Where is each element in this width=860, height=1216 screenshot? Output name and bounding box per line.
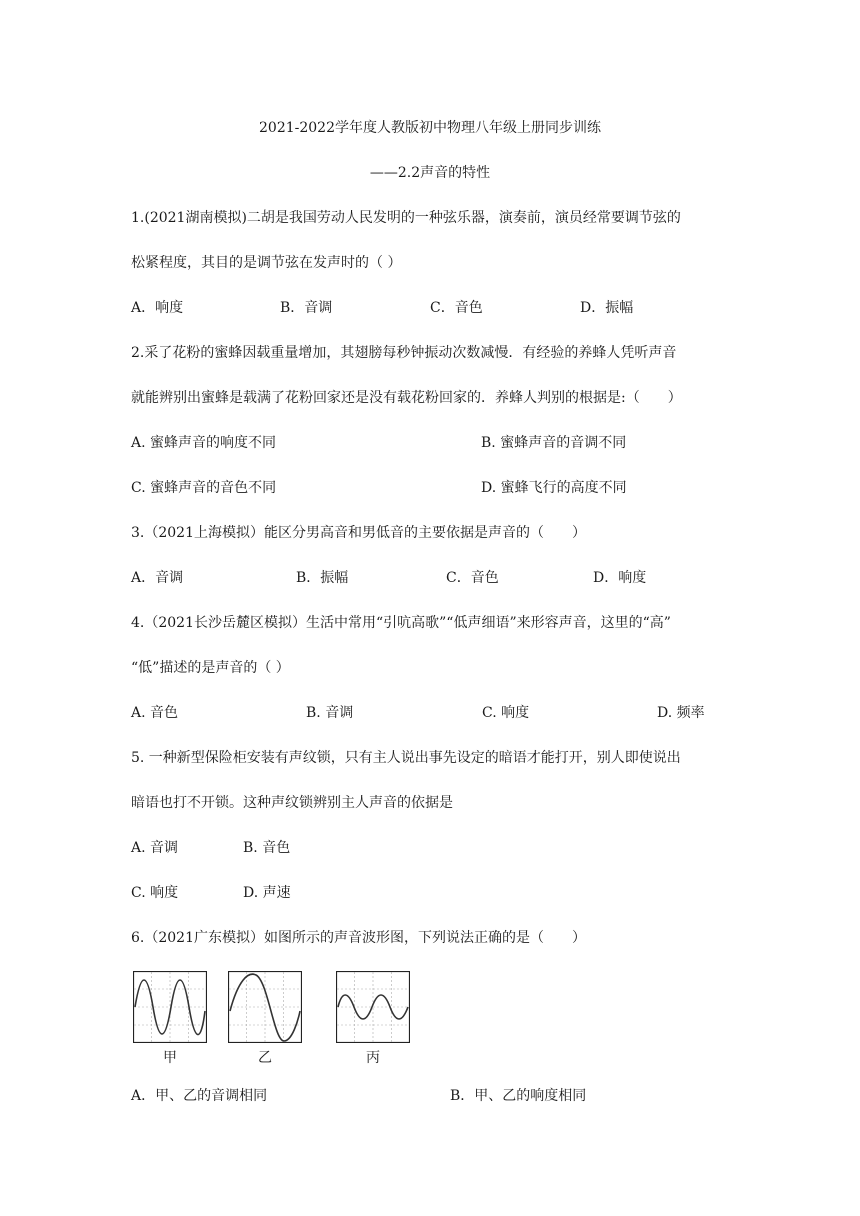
q1-option-c: C．音色	[430, 300, 483, 316]
question-2-text: 2.采了花粉的蜜蜂因载重量增加，其翅膀每秒钟振动次数减慢．有经验的养蜂人凭听声音	[131, 345, 677, 361]
page-subtitle: ——2.2声音的特性	[369, 165, 491, 181]
figure-label-jia: 甲	[163, 1050, 177, 1066]
page-title: 2021-2022学年度人教版初中物理八年级上册同步训练	[259, 120, 601, 136]
q1-option-a: A．响度	[131, 300, 184, 316]
q4-option-a: A. 音色	[131, 705, 179, 721]
q5-option-c: C. 响度	[131, 885, 179, 901]
figure-label-bing: 丙	[366, 1050, 380, 1066]
q4-option-b: B. 音调	[306, 705, 354, 721]
q5-option-a: A. 音调	[131, 840, 179, 856]
question-1-text-cont: 松紧程度，其目的是调节弦在发声时的（ ）	[131, 255, 402, 271]
question-4-text-cont: “低”描述的是声音的（ ）	[131, 660, 290, 676]
waveform-jia	[133, 971, 207, 1043]
question-2-text-cont: 就能辨别出蜜蜂是载满了花粉回家还是没有载花粉回家的．养蜂人判别的根据是:（ ）	[131, 390, 682, 406]
q3-option-c: C．音色	[446, 570, 499, 586]
question-4-text: 4.（2021长沙岳麓区模拟）生活中常用“引吭高歌”“低声细语”来形容声音，这里的“高”	[131, 615, 671, 631]
q5-option-b: B. 音色	[243, 840, 291, 856]
q6-option-a: A．甲、乙的音调相同	[131, 1088, 268, 1104]
q3-option-d: D．响度	[593, 570, 647, 586]
q4-option-d: D. 频率	[657, 705, 705, 721]
question-5-text-cont: 暗语也打不开锁。这种声纹锁辨别主人声音的依据是	[131, 795, 453, 811]
q3-option-b: B．振幅	[296, 570, 349, 586]
q2-option-a: A. 蜜蜂声音的响度不同	[131, 435, 277, 451]
q2-option-d: D. 蜜蜂飞行的高度不同	[481, 480, 627, 496]
q1-option-d: D．振幅	[580, 300, 634, 316]
waveform-yi	[228, 971, 302, 1043]
waveform-bing	[336, 971, 410, 1043]
q2-option-c: C. 蜜蜂声音的音色不同	[131, 480, 277, 496]
q4-option-c: C. 响度	[482, 705, 530, 721]
question-5-text: 5. 一种新型保险柜安装有声纹锁，只有主人说出事先设定的暗语才能打开，别人即使说出	[131, 750, 681, 766]
q1-option-b: B．音调	[280, 300, 333, 316]
figure-label-yi: 乙	[258, 1050, 272, 1066]
q3-option-a: A．音调	[131, 570, 184, 586]
question-6-text: 6.（2021广东模拟）如图所示的声音波形图，下列说法正确的是（ ）	[131, 930, 586, 946]
q6-option-b: B．甲、乙的响度相同	[450, 1088, 587, 1104]
q2-option-b: B. 蜜蜂声音的音调不同	[481, 435, 627, 451]
q5-option-d: D. 声速	[243, 885, 291, 901]
question-3-text: 3.（2021上海模拟）能区分男高音和男低音的主要依据是声音的（ ）	[131, 525, 586, 541]
question-1-text: 1.(2021湖南模拟)二胡是我国劳动人民发明的一种弦乐器，演奏前，演员经常要调节弦的	[131, 210, 681, 226]
